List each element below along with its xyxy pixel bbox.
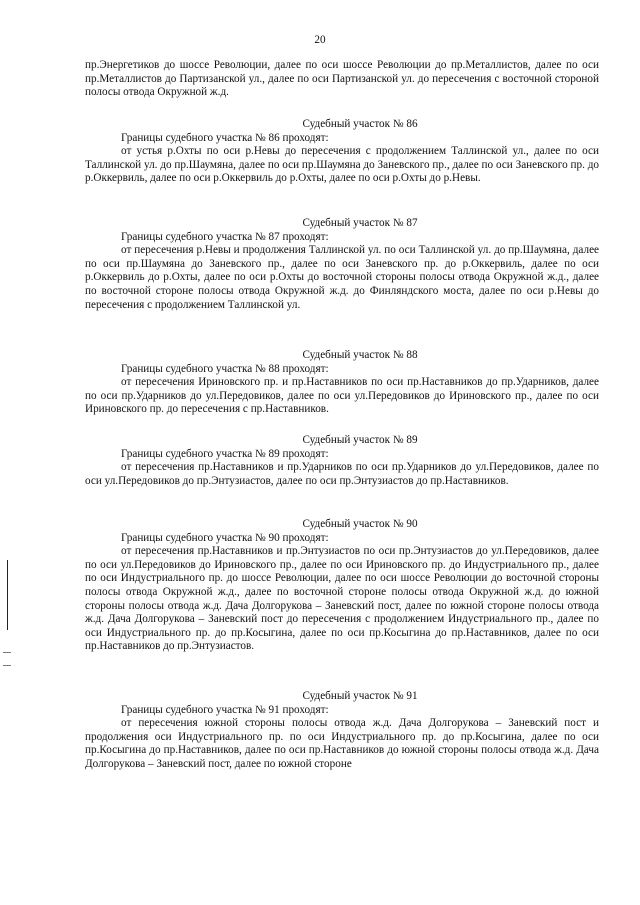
section-text: от пересечения пр.Наставников и пр.Энтузиастов по оси пр.Энтузиастов до ул.Передовиков, далее по оси ул.Передовиков до Ириновского пр., далее по оси Ириновского пр. до Индустриального пр., далее по оси Индустриального пр. до шоссе Революции, далее по оси шоссе Революции до восточной стороны полосы отвода Окружной ж.д., далее по восточной стороне полосы отвода Окружной ж.д. до южной стороны полосы отвода ж.д. Дача Долгорукова – Заневский пост, далее по южной стороне полосы отвода ж.д. Дача Долгорукова – Заневский пост до пересечения с продолжением Индустриального пр., далее по оси Индустриального пр. до пр.Косыгина, далее по оси пр.Косыгина до пр.Наставников, далее по оси пр.Наставников до пр.Энтузиастов. xyxy=(85,545,599,653)
section-89 xyxy=(85,434,599,488)
page-number: 20 xyxy=(314,34,326,46)
section-title: Судебный участок № 89 xyxy=(302,434,418,446)
section-87 xyxy=(85,217,599,312)
section-title: Судебный участок № 87 xyxy=(302,217,418,229)
section-88 xyxy=(85,349,599,417)
section-lead: Границы судебного участка № 87 проходят: xyxy=(121,230,329,243)
section-lead: Границы судебного участка № 90 проходят: xyxy=(121,531,329,544)
section-lead: Границы судебного участка № 91 проходят: xyxy=(121,703,329,716)
section-text: от пересечения р.Невы и продолжения Таллинской ул. по оси Таллинской ул. до пр.Шаумяна, далее по оси пр.Шаумяна до Заневского пр., далее по оси Заневского пр. до р.Оккервиль, далее по оси р.Оккервиль до р.Охты, далее по оси р.Охты до восточной стороны полосы отвода Окружной ж.д., далее по восточной стороне полосы отвода Окружной ж.д. до Финляндского моста, далее по оси р.Невы до пересечения с продолжением Таллинской ул. xyxy=(85,244,599,311)
section-text: от пересечения Ириновского пр. и пр.Наставников по оси пр.Наставников до пр.Ударников, далее по оси пр.Ударников до ул.Передовиков, далее по оси ул.Передовиков до Ириновского пр., далее по оси Ириновского пр. до пересечения с пр.Наставников. xyxy=(85,376,599,416)
section-text: от устья р.Охты по оси р.Невы до пересечения с продолжением Таллинской ул., далее по оси Таллинской ул. до пр.Шаумяна, далее по оси пр.Шаумяна до Заневского пр., далее по оси Заневского пр. до р.Оккервиль, далее по оси р.Оккервиль до р.Охты, далее по оси р.Охты до р.Невы. xyxy=(85,145,599,185)
margin-line xyxy=(7,560,8,630)
section-lead: Границы судебного участка № 89 проходят: xyxy=(121,447,329,460)
section-lead: Границы судебного участка № 88 проходят: xyxy=(121,362,329,375)
section-86 xyxy=(85,118,599,186)
section-title: Судебный участок № 91 xyxy=(302,690,418,702)
margin-mark xyxy=(3,652,11,653)
section-text: от пересечения южной стороны полосы отвода ж.д. Дача Долгорукова – Заневский пост и продолжения оси Индустриального пр. по оси Индустриального пр. до пр.Косыгина, далее по оси пр.Косыгина до пр.Наставников, далее по оси пр.Наставников до южной стороны полосы отвода ж.д. Дача Долгорукова – Заневский пост, далее по южной стороне xyxy=(85,717,599,770)
section-lead: Границы судебного участка № 86 проходят: xyxy=(121,131,329,144)
section-title: Судебный участок № 86 xyxy=(302,118,418,130)
margin-mark xyxy=(3,665,11,666)
section-91 xyxy=(85,690,599,772)
section-90 xyxy=(85,518,599,654)
section-title: Судебный участок № 90 xyxy=(302,518,418,530)
section-text: от пересечения пр.Наставников и пр.Ударников по оси пр.Ударников до ул.Передовиков, далее по оси ул.Передовиков до пр.Энтузиастов, далее по оси пр.Энтузиастов до пр.Наставников. xyxy=(85,461,599,487)
intro-block xyxy=(85,59,599,100)
intro-paragraph: пр.Энергетиков до шоссе Революции, далее по оси шоссе Революции до пр.Металлистов, далее по оси пр.Металлистов до Партизанской ул., далее по оси Партизанской ул. до пересечения с восточной стороной полосы отвода Окружной ж.д. xyxy=(85,59,599,99)
section-title: Судебный участок № 88 xyxy=(302,349,418,361)
